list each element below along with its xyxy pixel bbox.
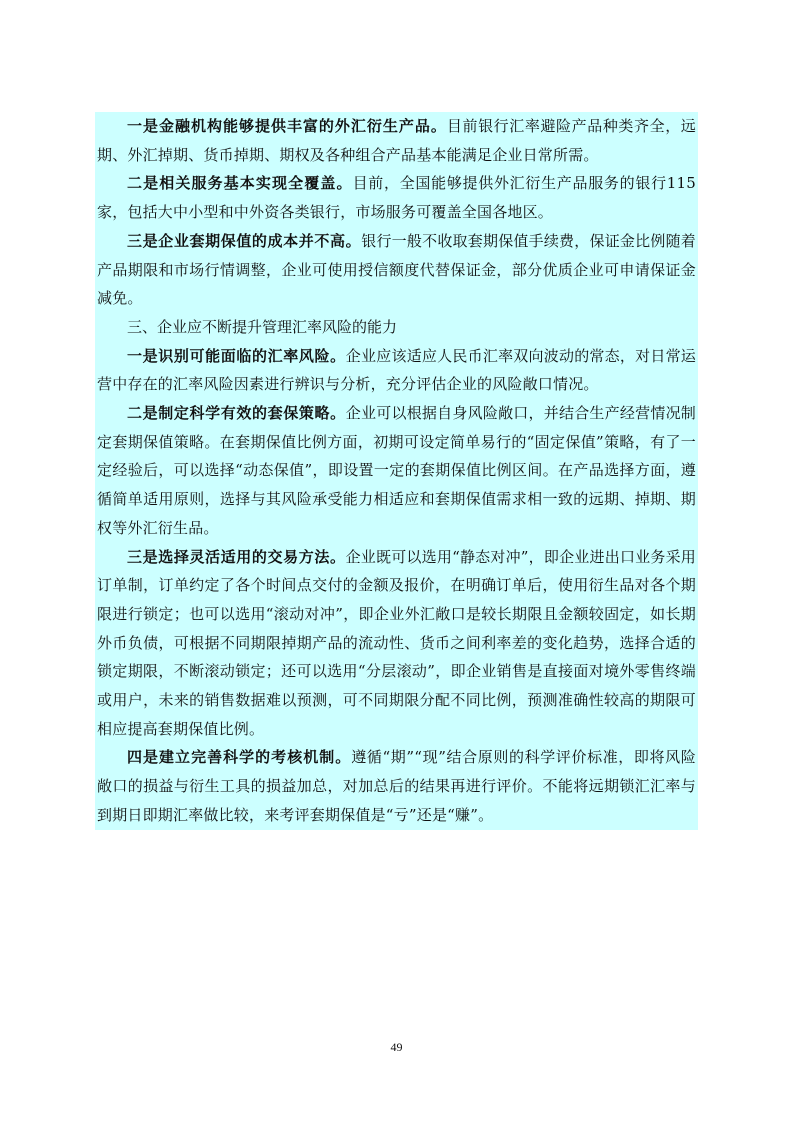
paragraph-5 (97, 399, 696, 543)
paragraph-1 (97, 112, 696, 169)
paragraph-6-lead: 三是选择灵活适用的交易方法。 (127, 547, 346, 566)
paragraph-1-lead: 一是金融机构能够提供丰富的外汇衍生产品。 (127, 117, 447, 135)
paragraph-1-text: 目前银行汇率避险产品种类齐全，远期、外汇掉期、货币掉期、期权及各种组合产品基本能满足企业日常所需。 (97, 117, 696, 164)
paragraph-2-lead: 二是相关服务基本实现全覆盖。 (127, 174, 353, 193)
paragraph-2 (97, 169, 696, 226)
paragraph-4-text: 企业应该适应人民币汇率双向波动的常态，对日常运营中存在的汇率风险因素进行辨识与分析，充分评估企业的风险敞口情况。 (97, 346, 697, 394)
paragraph-6 (97, 543, 696, 744)
section-heading: 三、企业应不断提升管理汇率风险的能力 (127, 317, 398, 336)
paragraph-3-lead: 三是企业套期保值的成本并不高。 (127, 231, 362, 250)
paragraph-4 (97, 342, 696, 399)
highlighted-content-block (95, 112, 698, 830)
paragraph-7-text: 遵循“期”“现”结合原则的科学评价标准，即将风险敞口的损益与衍生工具的损益加总，对加总后的结果再进行评价。不能将远期锁汇汇率与到期日即期汇率做比较，来考评套期保值是“亏”还是“赚”。 (97, 748, 696, 824)
paragraph-5-text: 企业可以根据自身风险敞口，并结合生产经营情况制定套期保值策略。在套期保值比例方面，初期可设定简单易行的“固定保值”策略，有了一定经验后，可以选择“动态保值”，即设置一定的套期保值比例区间。在产品选择方面，遵循简单适用原则，选择与其风险承受能力相适应和套期保值需求相一致的远期、掉期、期权等外汇衍生品。 (97, 404, 697, 537)
paragraph-4-lead: 一是识别可能面临的汇率风险。 (127, 346, 346, 365)
paragraph-6-text: 企业既可以选用“静态对冲”，即企业进出口业务采用订单制，订单约定了各个时间点交付的金额及报价，在明确订单后，使用衍生品对各个期限进行锁定；也可以选用“滚动对冲”，即企业外汇敞口是较长期限且金额较固定，如长期外币负债，可根据不同期限掉期产品的流动性、货币之间利率差的变化趋势，选择合适的锁定期限，不断滚动锁定；还可以选用“分层滚动”，即企业销售是直接面对境外零售终端或用户，未来的销售数据难以预测，可不同期限分配不同比例，预测准确性较高的期限可相应提高套期保值比例。 (97, 547, 696, 738)
paragraph-5-lead: 二是制定科学有效的套保策略。 (127, 404, 346, 423)
paragraph-3 (97, 227, 696, 313)
paragraph-3-text: 银行一般不收取套期保值手续费，保证金比例随着产品期限和市场行情调整，企业可使用授信额度代替保证金，部分优质企业可申请保证金减免。 (97, 231, 696, 308)
paragraph-7 (97, 743, 696, 829)
page-number: 49 (390, 1040, 403, 1054)
paragraph-7-lead: 四是建立完善科学的考核机制。 (127, 748, 352, 767)
paragraph-2-text: 目前，全国能够提供外汇衍生产品服务的银行115家，包括大中小型和中外资各类银行，市场服务可覆盖全国各地区。 (97, 174, 697, 222)
